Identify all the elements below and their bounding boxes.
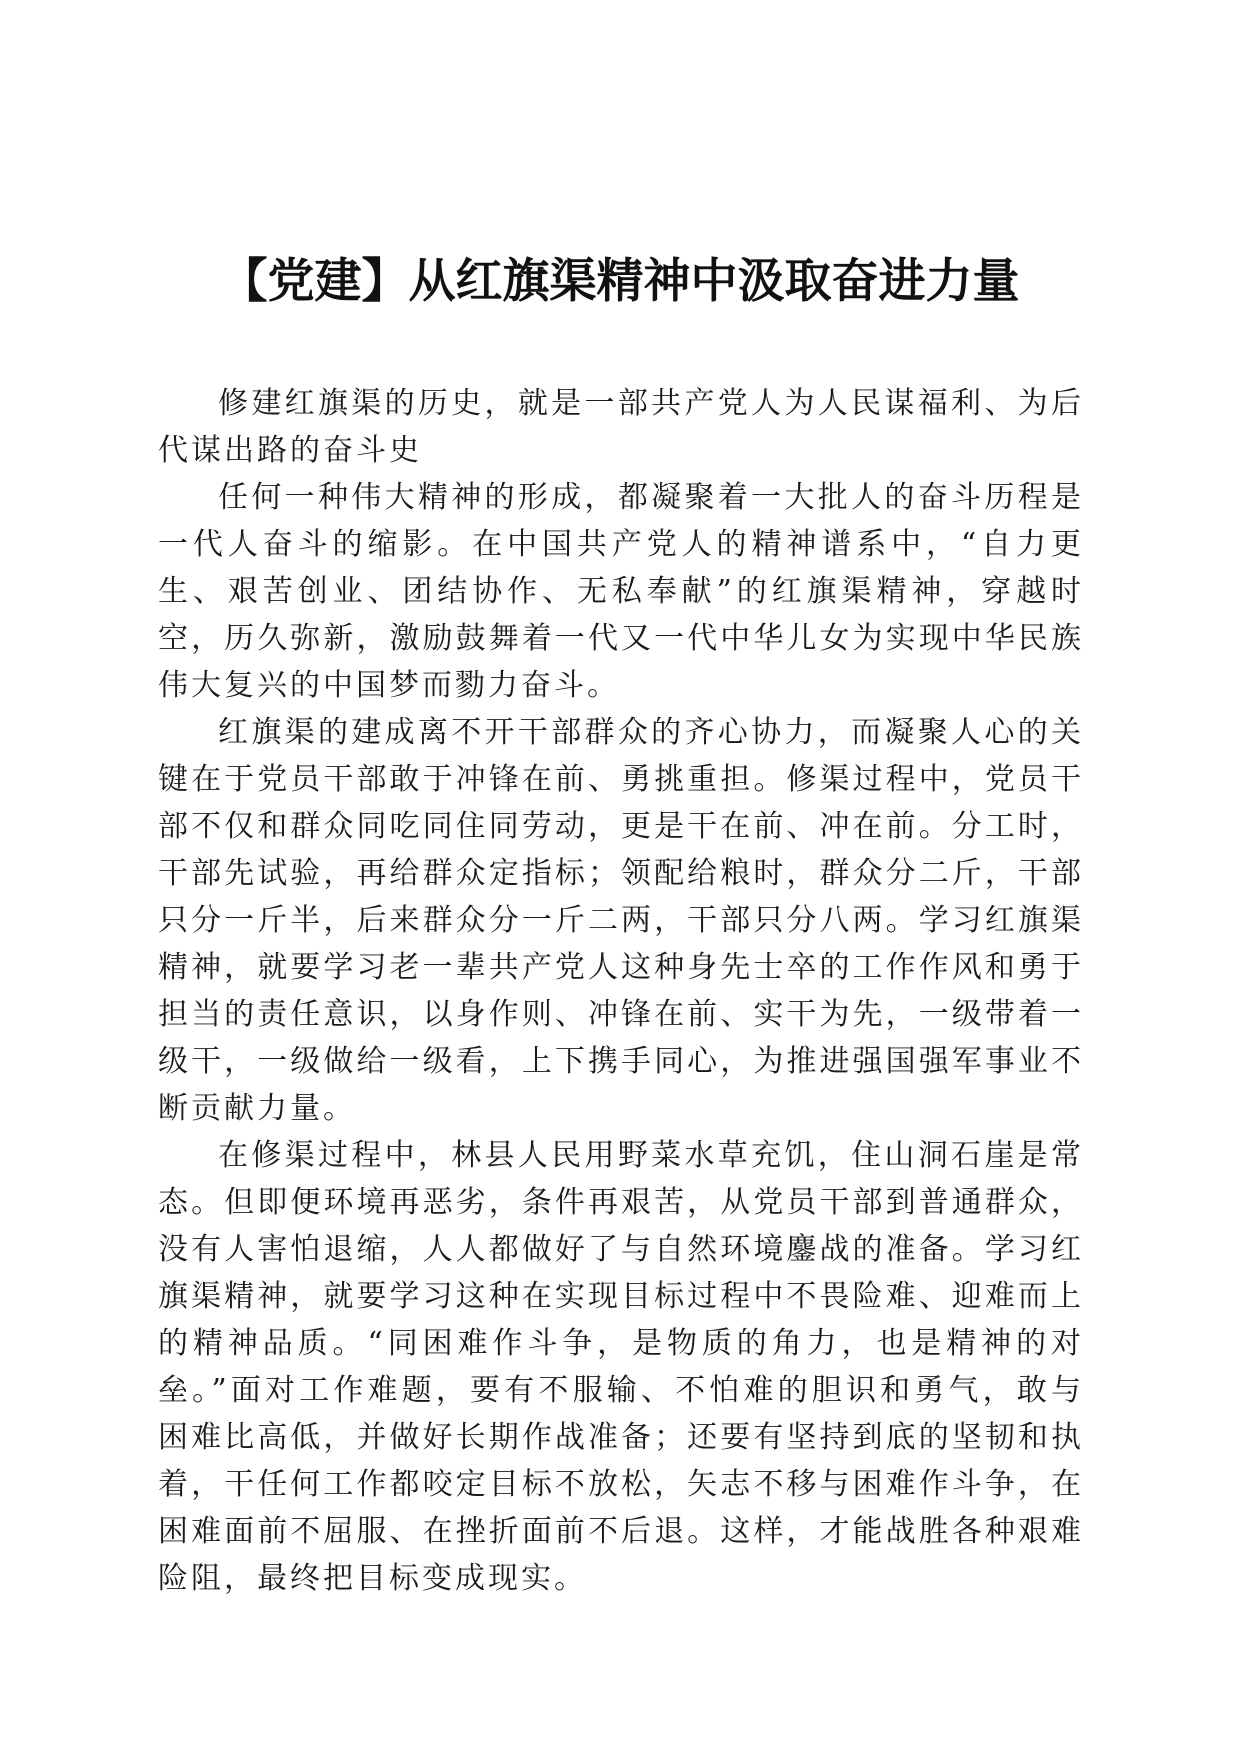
paragraph-1: 修建红旗渠的历史，就是一部共产党人为人民谋福利、为后代谋出路的奋斗史 (158, 386, 1084, 468)
document-body (158, 380, 1084, 1602)
paragraph-2: 任何一种伟大精神的形成，都凝聚着一大批人的奋斗历程是一代人奋斗的缩影。在中国共产党人的精神谱系中，“自力更生、艰苦创业、团结协作、无私奉献”的红旗渠精神，穿越时空，历久弥新，激励鼓舞着一代又一代中华儿女为实现中华民族伟大复兴的中国梦而勠力奋斗。 (158, 480, 1084, 703)
paragraph-4: 在修渠过程中，林县人民用野菜水草充饥，住山洞石崖是常态。但即便环境再恶劣，条件再艰苦，从党员干部到普通群众，没有人害怕退缩，人人都做好了与自然环境鏖战的准备。学习红旗渠精神，就要学习这种在实现目标过程中不畏险难、迎难而上的精神品质。“同困难作斗争，是物质的角力，也是精神的对垒。”面对工作难题，要有不服输、不怕难的胆识和勇气，敢与困难比高低，并做好长期作战准备；还要有坚持到底的坚韧和执着，干任何工作都咬定目标不放松，矢志不移与困难作斗争，在困难面前不屈服、在挫折面前不后退。这样，才能战胜各种艰难险阻，最终把目标变成现实。 (158, 1138, 1084, 1596)
paragraph-3: 红旗渠的建成离不开干部群众的齐心协力，而凝聚人心的关键在于党员干部敢于冲锋在前、勇挑重担。修渠过程中，党员干部不仅和群众同吃同住同劳动，更是干在前、冲在前。分工时，干部先试验，再给群众定指标；领配给粮时，群众分二斤，干部只分一斤半，后来群众分一斤二两，干部只分八两。学习红旗渠精神，就要学习老一辈共产党人这种身先士卒的工作作风和勇于担当的责任意识，以身作则、冲锋在前、实干为先，一级带着一级干，一级做给一级看，上下携手同心，为推进强国强军事业不断贡献力量。 (158, 715, 1084, 1126)
document-title: 【党建】从红旗渠精神中汲取奋进力量 (220, 254, 1020, 309)
